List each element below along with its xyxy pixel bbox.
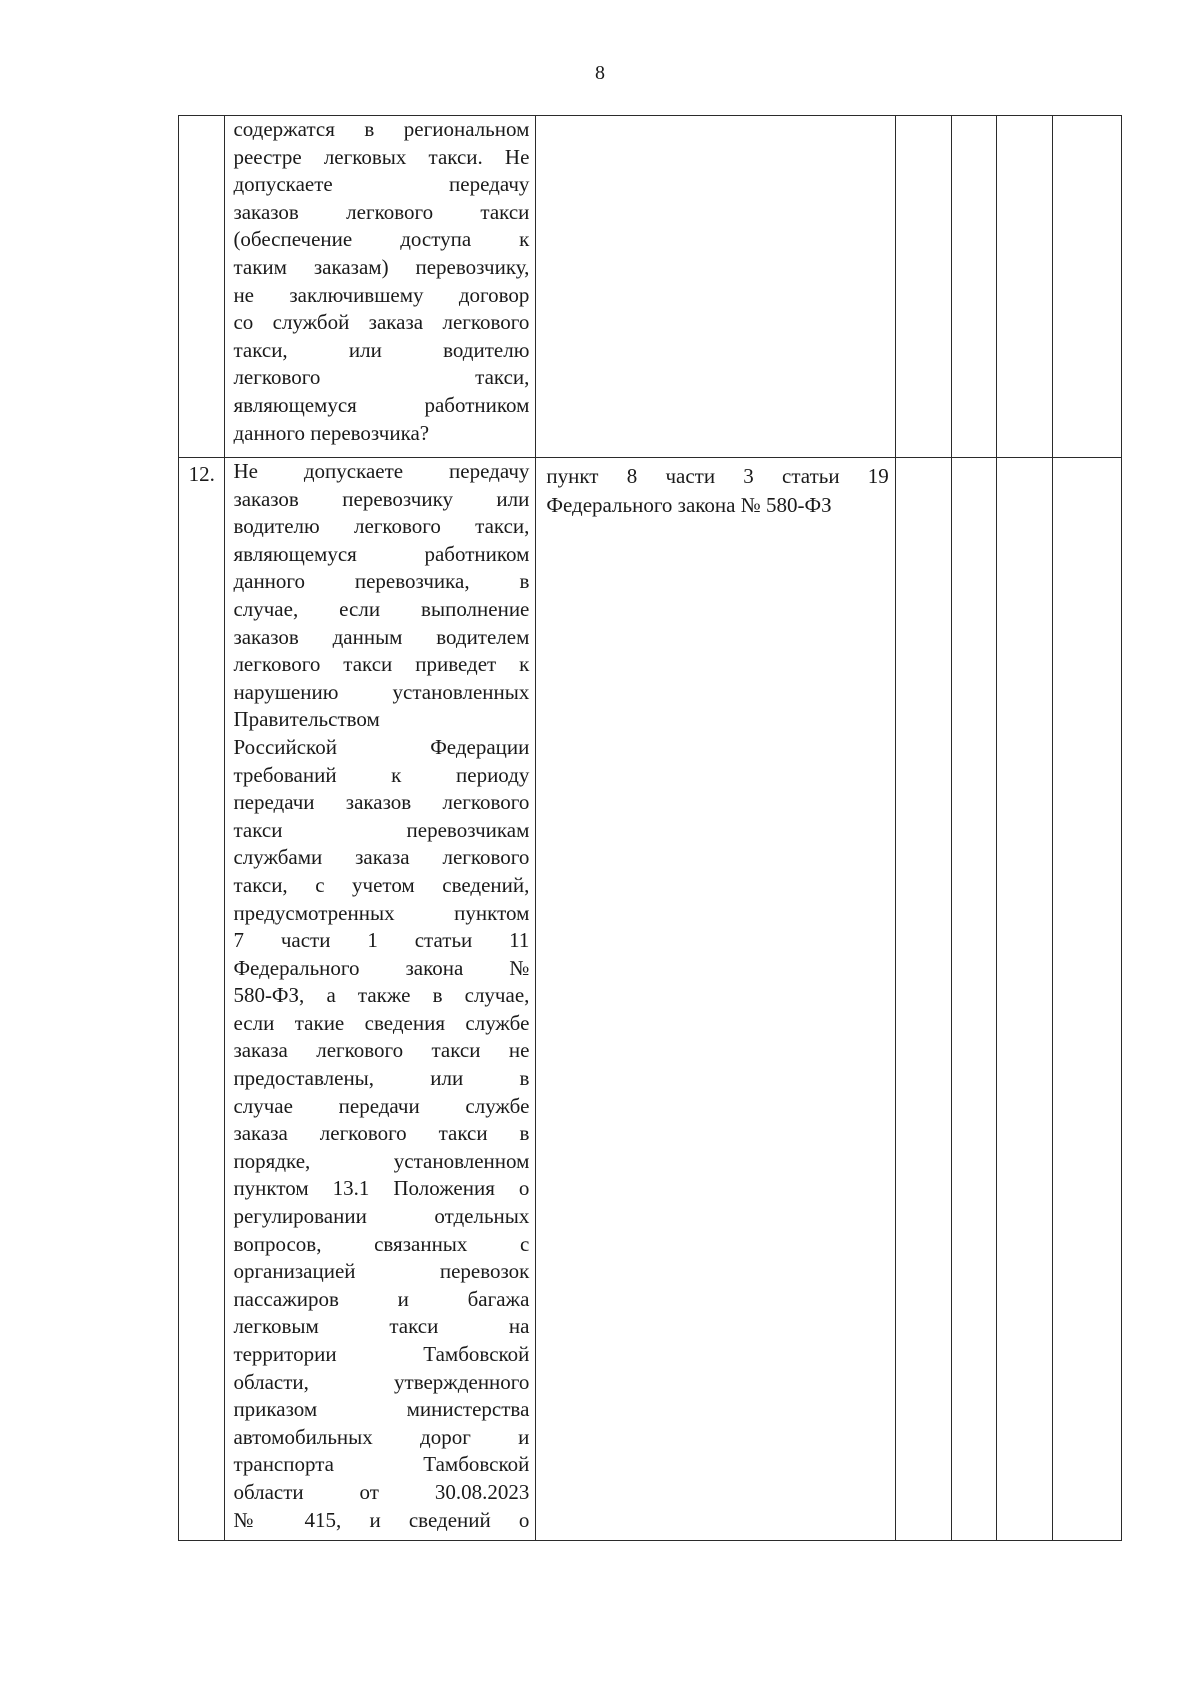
requirement-line: реестре легковых такси. Не: [233, 144, 530, 169]
requirement-line: № 415, и сведений о: [233, 1507, 530, 1532]
requirement-line: приказом министерства: [233, 1397, 530, 1422]
requirement-line: заказа легкового такси в: [233, 1121, 530, 1146]
requirements-table: [178, 115, 1122, 1541]
check-cell: [952, 116, 996, 458]
requirement-line: если такие сведения службе: [233, 1010, 530, 1035]
check-cell: [1053, 116, 1122, 458]
requirement-line: со службой заказа легкового: [233, 310, 530, 335]
requirement-line: таким заказам) перевозчику,: [233, 254, 530, 279]
requirement-line: случае передачи службе: [233, 1093, 530, 1118]
requirement-line: легкового такси приведет к: [233, 652, 530, 677]
legal-basis-line: Федерального закона № 580-ФЗ: [546, 493, 832, 517]
row-number-cell: 12.: [179, 458, 225, 1541]
requirement-line: 7 части 1 статьи 11: [233, 928, 530, 953]
legal-basis-cell: [536, 116, 895, 458]
requirement-line: являющемуся работником: [233, 392, 530, 417]
page-number: 8: [595, 62, 605, 84]
row-number-cell: [179, 116, 225, 458]
requirement-line: случае, если выполнение: [233, 596, 530, 621]
requirement-line: передачи заказов легкового: [233, 790, 530, 815]
requirement-line: такси, с учетом сведений,: [233, 872, 530, 897]
requirement-cell: [225, 116, 536, 458]
requirement-line: требований к периоду: [233, 762, 530, 787]
requirement-line: данного перевозчика?: [233, 420, 430, 445]
legal-basis-cell: [536, 458, 895, 1541]
requirement-line: водителю легкового такси,: [233, 514, 530, 539]
requirement-line: заказов данным водителем: [233, 624, 530, 649]
requirement-line: области, утвержденного: [233, 1369, 530, 1394]
requirement-line: транспорта Тамбовской: [233, 1452, 530, 1477]
requirement-line: порядке, установленном: [233, 1148, 530, 1173]
requirement-line: такси, или водителю: [233, 337, 530, 362]
requirement-line: 580-ФЗ, а также в случае,: [233, 983, 530, 1008]
requirement-line: Не допускаете передачу: [233, 459, 530, 483]
requirement-line: автомобильных дорог и: [233, 1424, 530, 1449]
requirement-line: организацией перевозок: [233, 1259, 530, 1284]
table-row: [179, 116, 1122, 458]
requirement-line: области от 30.08.2023: [233, 1479, 530, 1504]
requirement-line: Правительством: [233, 707, 380, 732]
requirement-line: не заключившему договор: [233, 282, 530, 307]
requirement-cell: [225, 458, 536, 1541]
requirement-line: легкового такси,: [233, 365, 530, 390]
requirement-line: предусмотренных пунктом: [233, 900, 530, 925]
requirement-line: пассажиров и багажа: [233, 1286, 530, 1311]
requirement-line: данного перевозчика, в: [233, 569, 530, 594]
requirement-line: вопросов, связанных с: [233, 1231, 530, 1256]
requirement-line: территории Тамбовской: [233, 1342, 530, 1366]
requirement-line: пунктом 13.1 Положения о: [233, 1176, 530, 1201]
check-cell: [895, 458, 952, 1541]
requirement-line: предоставлены, или в: [233, 1066, 530, 1091]
check-cell: [1053, 458, 1122, 1541]
requirement-line: допускаете передачу: [233, 172, 530, 197]
check-cell: [895, 116, 952, 458]
legal-basis-line: пункт 8 части 3 статьи 19: [546, 464, 889, 488]
requirement-line: являющемуся работником: [233, 541, 530, 566]
check-cell: [996, 458, 1053, 1541]
check-cell: [996, 116, 1053, 458]
requirement-line: службами заказа легкового: [233, 845, 530, 870]
table-row: [179, 458, 1122, 1541]
requirement-line: (обеспечение доступа к: [233, 227, 530, 252]
requirement-line: Федерального закона №: [233, 955, 530, 980]
requirement-line: регулировании отдельных: [233, 1204, 530, 1229]
requirement-line: нарушению установленных: [233, 679, 530, 704]
requirement-line: заказов легкового такси: [233, 199, 530, 224]
requirement-line: заказа легкового такси не: [233, 1038, 530, 1063]
requirement-line: содержатся в региональном: [233, 117, 530, 141]
requirement-line: легковым такси на: [233, 1314, 530, 1339]
requirement-line: Российской Федерации: [233, 734, 530, 759]
requirement-line: заказов перевозчику или: [233, 486, 530, 511]
check-cell: [952, 458, 996, 1541]
requirement-line: такси перевозчикам: [233, 817, 530, 842]
